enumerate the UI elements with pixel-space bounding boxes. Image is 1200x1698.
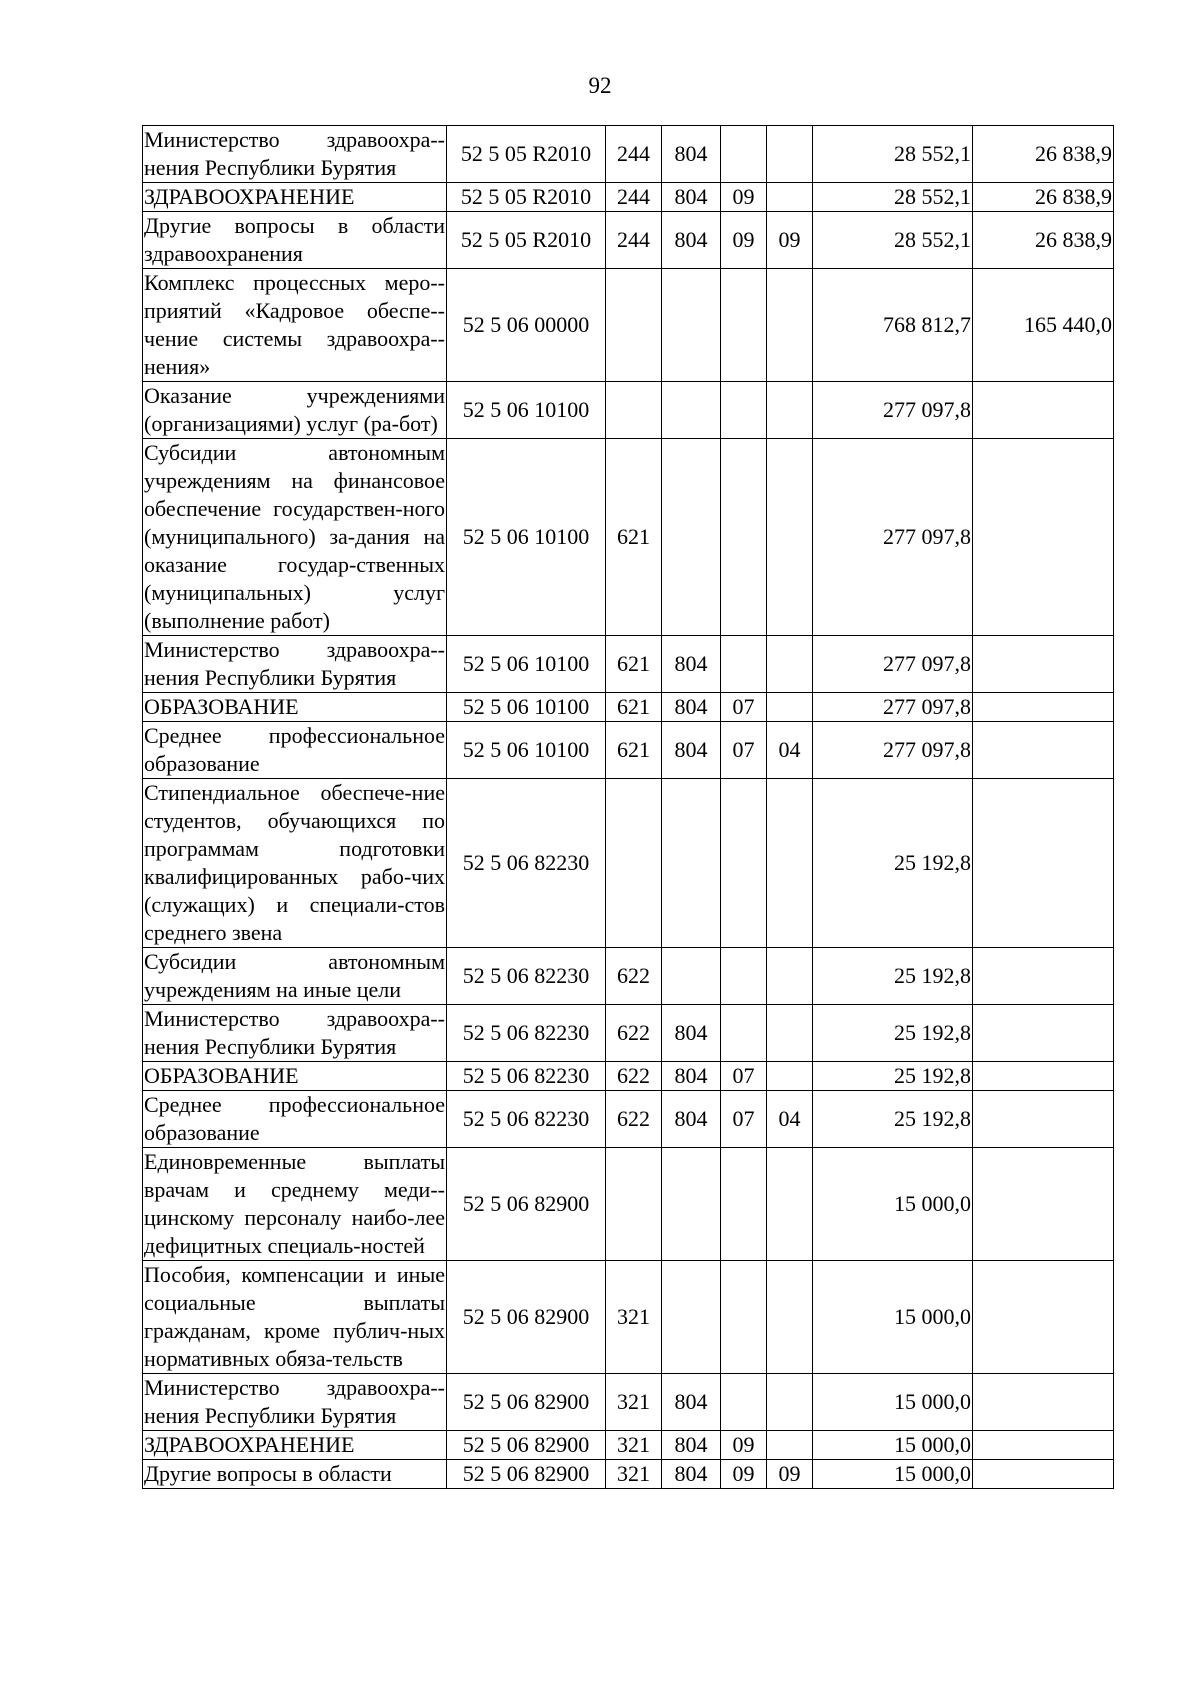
amount-year-2-cell [973, 1062, 1114, 1091]
amount-year-2-cell [973, 693, 1114, 722]
amount-year-2-cell [973, 439, 1114, 636]
expense-type-code-cell: 244 [606, 183, 662, 212]
row-name-cell: Среднее профессиональное образование [143, 722, 447, 779]
budget-manager-code-cell: 804 [662, 126, 721, 183]
subsection-code-cell [767, 948, 813, 1005]
row-name-cell: Субсидии автономным учреждениям на иные цели [143, 948, 447, 1005]
section-code-cell: 07 [721, 722, 767, 779]
amount-year-2-cell: 165 440,0 [973, 269, 1114, 382]
section-code-cell: 07 [721, 1091, 767, 1148]
table-row [143, 1261, 1114, 1374]
subsection-code-cell [767, 126, 813, 183]
section-code-cell [721, 269, 767, 382]
row-name-cell: Субсидии автономным учреждениям на финансовое обеспечение государствен-ного (муниципального) за-дания на оказание государ-ственных (муниципальных) услуг (выполнение работ) [143, 439, 447, 636]
target-article-code-cell: 52 5 06 82900 [447, 1460, 606, 1489]
target-article-code-cell: 52 5 06 82900 [447, 1261, 606, 1374]
subsection-code-cell: 04 [767, 1091, 813, 1148]
table-row [143, 1374, 1114, 1431]
amount-year-2-cell [973, 722, 1114, 779]
target-article-code-cell: 52 5 06 82230 [447, 1091, 606, 1148]
subsection-code-cell [767, 269, 813, 382]
expense-type-code-cell: 621 [606, 693, 662, 722]
row-name-cell: ОБРАЗОВАНИЕ [143, 693, 447, 722]
row-name-cell: Министерство здравоохра-нения Республики Бурятия [143, 636, 447, 693]
table-row [143, 636, 1114, 693]
subsection-code-cell [767, 1148, 813, 1261]
subsection-code-cell [767, 693, 813, 722]
budget-manager-code-cell: 804 [662, 183, 721, 212]
row-name-cell: Комплекс процессных меро-приятий «Кадровое обеспе-чение системы здравоохра-нения» [143, 269, 447, 382]
section-code-cell [721, 439, 767, 636]
amount-year-2-cell [973, 779, 1114, 948]
table-row [143, 439, 1114, 636]
amount-year-1-cell: 25 192,8 [813, 948, 973, 1005]
expense-type-code-cell: 622 [606, 1005, 662, 1062]
amount-year-2-cell [973, 1091, 1114, 1148]
amount-year-2-cell: 26 838,9 [973, 126, 1114, 183]
amount-year-2-cell [973, 1005, 1114, 1062]
table-row [143, 1460, 1114, 1489]
budget-manager-code-cell [662, 1148, 721, 1261]
target-article-code-cell: 52 5 05 R2010 [447, 212, 606, 269]
section-code-cell [721, 948, 767, 1005]
amount-year-1-cell: 277 097,8 [813, 636, 973, 693]
table-row [143, 1148, 1114, 1261]
section-code-cell [721, 1005, 767, 1062]
table-row [143, 722, 1114, 779]
expense-type-code-cell: 621 [606, 439, 662, 636]
section-code-cell [721, 126, 767, 183]
section-code-cell: 07 [721, 693, 767, 722]
table-row [143, 779, 1114, 948]
table-row [143, 382, 1114, 439]
section-code-cell: 09 [721, 212, 767, 269]
row-name-cell: Министерство здравоохра-нения Республики Бурятия [143, 126, 447, 183]
amount-year-1-cell: 28 552,1 [813, 183, 973, 212]
amount-year-1-cell: 277 097,8 [813, 722, 973, 779]
row-name-cell: Пособия, компенсации и иные социальные выплаты гражданам, кроме публич-ных нормативных обяза-тельств [143, 1261, 447, 1374]
amount-year-2-cell [973, 1261, 1114, 1374]
budget-manager-code-cell [662, 439, 721, 636]
amount-year-1-cell: 768 812,7 [813, 269, 973, 382]
amount-year-1-cell: 25 192,8 [813, 1062, 973, 1091]
subsection-code-cell [767, 183, 813, 212]
target-article-code-cell: 52 5 06 82900 [447, 1148, 606, 1261]
subsection-code-cell [767, 779, 813, 948]
target-article-code-cell: 52 5 06 82900 [447, 1431, 606, 1460]
budget-table [142, 125, 1114, 1489]
expense-type-code-cell: 622 [606, 948, 662, 1005]
amount-year-2-cell: 26 838,9 [973, 183, 1114, 212]
table-row [143, 1062, 1114, 1091]
row-name-cell: Единовременные выплаты врачам и среднему меди-цинскому персоналу наибо-лее дефицитных специаль-ностей [143, 1148, 447, 1261]
section-code-cell [721, 779, 767, 948]
budget-manager-code-cell: 804 [662, 1005, 721, 1062]
amount-year-2-cell [973, 382, 1114, 439]
amount-year-2-cell [973, 1460, 1114, 1489]
table-row [143, 1091, 1114, 1148]
budget-manager-code-cell: 804 [662, 722, 721, 779]
subsection-code-cell [767, 439, 813, 636]
target-article-code-cell: 52 5 06 00000 [447, 269, 606, 382]
section-code-cell [721, 636, 767, 693]
section-code-cell [721, 1148, 767, 1261]
row-name-cell: Оказание учреждениями (организациями) услуг (ра-бот) [143, 382, 447, 439]
subsection-code-cell [767, 1261, 813, 1374]
amount-year-1-cell: 15 000,0 [813, 1261, 973, 1374]
expense-type-code-cell [606, 382, 662, 439]
amount-year-1-cell: 15 000,0 [813, 1374, 973, 1431]
expense-type-code-cell: 621 [606, 636, 662, 693]
amount-year-2-cell [973, 636, 1114, 693]
table-row [143, 183, 1114, 212]
target-article-code-cell: 52 5 06 10100 [447, 636, 606, 693]
expense-type-code-cell: 622 [606, 1062, 662, 1091]
expense-type-code-cell: 321 [606, 1460, 662, 1489]
table-row [143, 1431, 1114, 1460]
section-code-cell: 09 [721, 1460, 767, 1489]
table-row [143, 948, 1114, 1005]
row-name-cell: Другие вопросы в области [143, 1460, 447, 1489]
budget-manager-code-cell: 804 [662, 1431, 721, 1460]
target-article-code-cell: 52 5 06 10100 [447, 693, 606, 722]
expense-type-code-cell: 244 [606, 212, 662, 269]
amount-year-1-cell: 15 000,0 [813, 1148, 973, 1261]
budget-manager-code-cell: 804 [662, 1062, 721, 1091]
table-row [143, 693, 1114, 722]
target-article-code-cell: 52 5 06 82900 [447, 1374, 606, 1431]
section-code-cell [721, 1261, 767, 1374]
amount-year-1-cell: 15 000,0 [813, 1431, 973, 1460]
expense-type-code-cell: 321 [606, 1374, 662, 1431]
subsection-code-cell: 04 [767, 722, 813, 779]
budget-manager-code-cell [662, 948, 721, 1005]
expense-type-code-cell: 321 [606, 1261, 662, 1374]
table-row [143, 269, 1114, 382]
target-article-code-cell: 52 5 06 82230 [447, 1005, 606, 1062]
amount-year-2-cell: 26 838,9 [973, 212, 1114, 269]
budget-manager-code-cell: 804 [662, 1374, 721, 1431]
amount-year-1-cell: 25 192,8 [813, 1091, 973, 1148]
row-name-cell: Министерство здравоохра-нения Республики Бурятия [143, 1374, 447, 1431]
target-article-code-cell: 52 5 05 R2010 [447, 183, 606, 212]
row-name-cell: Стипендиальное обеспече-ние студентов, обучающихся по программам подготовки квалифицированных рабо-чих (служащих) и специали-стов среднего звена [143, 779, 447, 948]
expense-type-code-cell [606, 779, 662, 948]
table-row [143, 212, 1114, 269]
row-name-cell: Министерство здравоохра-нения Республики Бурятия [143, 1005, 447, 1062]
expense-type-code-cell [606, 269, 662, 382]
table-row [143, 1005, 1114, 1062]
expense-type-code-cell: 621 [606, 722, 662, 779]
page-number: 92 [588, 73, 612, 98]
budget-manager-code-cell: 804 [662, 636, 721, 693]
section-code-cell: 09 [721, 1431, 767, 1460]
budget-manager-code-cell [662, 1261, 721, 1374]
amount-year-1-cell: 277 097,8 [813, 693, 973, 722]
expense-type-code-cell: 244 [606, 126, 662, 183]
budget-manager-code-cell [662, 779, 721, 948]
budget-table-body [143, 126, 1114, 1489]
subsection-code-cell [767, 1005, 813, 1062]
budget-manager-code-cell: 804 [662, 212, 721, 269]
amount-year-1-cell: 25 192,8 [813, 1005, 973, 1062]
amount-year-2-cell [973, 1431, 1114, 1460]
amount-year-1-cell: 277 097,8 [813, 439, 973, 636]
subsection-code-cell [767, 1374, 813, 1431]
amount-year-1-cell: 25 192,8 [813, 779, 973, 948]
budget-manager-code-cell: 804 [662, 1460, 721, 1489]
amount-year-1-cell: 28 552,1 [813, 212, 973, 269]
budget-manager-code-cell: 804 [662, 1091, 721, 1148]
budget-manager-code-cell [662, 382, 721, 439]
target-article-code-cell: 52 5 06 10100 [447, 382, 606, 439]
target-article-code-cell: 52 5 06 82230 [447, 779, 606, 948]
section-code-cell: 07 [721, 1062, 767, 1091]
subsection-code-cell [767, 1062, 813, 1091]
target-article-code-cell: 52 5 05 R2010 [447, 126, 606, 183]
subsection-code-cell [767, 636, 813, 693]
subsection-code-cell [767, 382, 813, 439]
expense-type-code-cell: 321 [606, 1431, 662, 1460]
section-code-cell [721, 382, 767, 439]
target-article-code-cell: 52 5 06 10100 [447, 439, 606, 636]
amount-year-1-cell: 277 097,8 [813, 382, 973, 439]
row-name-cell: ЗДРАВООХРАНЕНИЕ [143, 1431, 447, 1460]
subsection-code-cell [767, 1431, 813, 1460]
expense-type-code-cell: 622 [606, 1091, 662, 1148]
amount-year-1-cell: 28 552,1 [813, 126, 973, 183]
section-code-cell [721, 1374, 767, 1431]
amount-year-2-cell [973, 948, 1114, 1005]
subsection-code-cell: 09 [767, 212, 813, 269]
row-name-cell: Другие вопросы в области здравоохранения [143, 212, 447, 269]
target-article-code-cell: 52 5 06 10100 [447, 722, 606, 779]
budget-manager-code-cell [662, 269, 721, 382]
row-name-cell: Среднее профессиональное образование [143, 1091, 447, 1148]
table-row [143, 126, 1114, 183]
section-code-cell: 09 [721, 183, 767, 212]
target-article-code-cell: 52 5 06 82230 [447, 948, 606, 1005]
budget-manager-code-cell: 804 [662, 693, 721, 722]
row-name-cell: ЗДРАВООХРАНЕНИЕ [143, 183, 447, 212]
amount-year-2-cell [973, 1374, 1114, 1431]
subsection-code-cell: 09 [767, 1460, 813, 1489]
target-article-code-cell: 52 5 06 82230 [447, 1062, 606, 1091]
amount-year-2-cell [973, 1148, 1114, 1261]
row-name-cell: ОБРАЗОВАНИЕ [143, 1062, 447, 1091]
amount-year-1-cell: 15 000,0 [813, 1460, 973, 1489]
expense-type-code-cell [606, 1148, 662, 1261]
